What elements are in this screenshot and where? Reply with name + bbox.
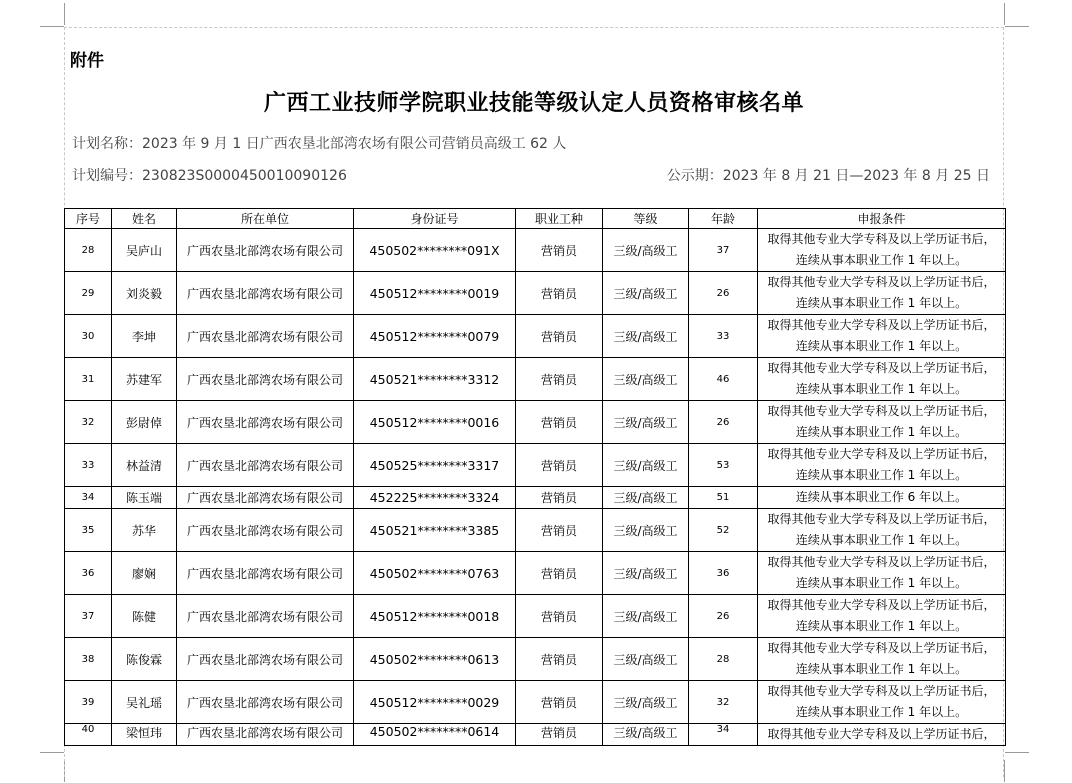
cell-id-number: 452225********3324 bbox=[354, 487, 516, 509]
cell-age: 46 bbox=[689, 358, 758, 401]
cell-unit: 广西农垦北部湾农场有限公司 bbox=[177, 272, 354, 315]
condition-line-1: 取得其他专业大学专科及以上学历证书后， bbox=[767, 727, 996, 741]
cell-unit: 广西农垦北部湾农场有限公司 bbox=[177, 552, 354, 595]
cell-seq: 30 bbox=[65, 315, 112, 358]
condition-line-2: 连续从事本职业工作 1 年以上。 bbox=[795, 576, 968, 590]
plan-number: 计划编号：230823S0000450010090126 bbox=[72, 168, 347, 184]
cell-level: 三级/高级工 bbox=[603, 358, 689, 401]
cell-name: 李坤 bbox=[112, 315, 177, 358]
cell-level: 三级/高级工 bbox=[603, 444, 689, 487]
cell-unit: 广西农垦北部湾农场有限公司 bbox=[177, 229, 354, 272]
document-title: 广西工业技师学院职业技能等级认定人员资格审核名单 bbox=[263, 90, 804, 116]
header-conditions: 申报条件 bbox=[758, 209, 1006, 229]
cell-age: 37 bbox=[689, 229, 758, 272]
cell-occupation: 营销员 bbox=[516, 552, 603, 595]
table-row bbox=[65, 638, 1006, 681]
cell-level: 三级/高级工 bbox=[603, 229, 689, 272]
cell-level: 三级/高级工 bbox=[603, 552, 689, 595]
cell-unit: 广西农垦北部湾农场有限公司 bbox=[177, 724, 354, 746]
cell-age: 53 bbox=[689, 444, 758, 487]
cell-age: 28 bbox=[689, 638, 758, 681]
cell-conditions bbox=[758, 401, 1006, 444]
cell-conditions bbox=[758, 595, 1006, 638]
crop-mark-top-right-v bbox=[1004, 3, 1005, 25]
cell-seq: 40 bbox=[65, 724, 112, 746]
condition-line-1: 取得其他专业大学专科及以上学历证书后， bbox=[767, 447, 996, 461]
plan-name: 计划名称：2023 年 9 月 1 日广西农垦北部湾农场有限公司营销员高级工 62 人 bbox=[72, 136, 567, 152]
table-row bbox=[65, 358, 1006, 401]
crop-mark-bottom-left-h bbox=[40, 752, 64, 753]
cell-id-number: 450512********0016 bbox=[354, 401, 516, 444]
table-row bbox=[65, 681, 1006, 724]
cell-conditions bbox=[758, 229, 1006, 272]
cell-seq: 36 bbox=[65, 552, 112, 595]
cell-name: 廖娴 bbox=[112, 552, 177, 595]
table-row bbox=[65, 552, 1006, 595]
cell-name: 陈俊霖 bbox=[112, 638, 177, 681]
cell-unit: 广西农垦北部湾农场有限公司 bbox=[177, 358, 354, 401]
cell-occupation: 营销员 bbox=[516, 229, 603, 272]
cell-unit: 广西农垦北部湾农场有限公司 bbox=[177, 401, 354, 444]
cell-age: 34 bbox=[689, 724, 758, 746]
notice-period: 公示期：2023 年 8 月 21 日—2023 年 8 月 25 日 bbox=[666, 168, 990, 184]
condition-line-1: 取得其他专业大学专科及以上学历证书后， bbox=[767, 684, 996, 698]
table-row bbox=[65, 595, 1006, 638]
crop-mark-bottom-right-v bbox=[1004, 760, 1005, 782]
cell-name: 刘炎毅 bbox=[112, 272, 177, 315]
condition-line-1: 取得其他专业大学专科及以上学历证书后， bbox=[767, 641, 996, 655]
condition-line-1: 取得其他专业大学专科及以上学历证书后， bbox=[767, 318, 996, 332]
cell-age: 36 bbox=[689, 552, 758, 595]
cell-id-number: 450502********0613 bbox=[354, 638, 516, 681]
cell-conditions bbox=[758, 358, 1006, 401]
cell-level: 三级/高级工 bbox=[603, 272, 689, 315]
cell-age: 51 bbox=[689, 487, 758, 509]
cell-unit: 广西农垦北部湾农场有限公司 bbox=[177, 509, 354, 552]
cell-id-number: 450512********0079 bbox=[354, 315, 516, 358]
table-row bbox=[65, 487, 1006, 509]
condition-line-2: 连续从事本职业工作 1 年以上。 bbox=[795, 619, 968, 633]
cell-unit: 广西农垦北部湾农场有限公司 bbox=[177, 444, 354, 487]
cell-conditions bbox=[758, 724, 1006, 746]
cell-age: 26 bbox=[689, 272, 758, 315]
cell-occupation: 营销员 bbox=[516, 487, 603, 509]
qualification-table bbox=[64, 208, 1006, 746]
cell-level: 三级/高级工 bbox=[603, 509, 689, 552]
cell-seq: 32 bbox=[65, 401, 112, 444]
cell-seq: 28 bbox=[65, 229, 112, 272]
header-age: 年龄 bbox=[689, 209, 758, 229]
cell-occupation: 营销员 bbox=[516, 509, 603, 552]
table-row bbox=[65, 724, 1006, 746]
table-row bbox=[65, 229, 1006, 272]
header-seq: 序号 bbox=[65, 209, 112, 229]
cell-conditions bbox=[758, 487, 1006, 509]
table-header-row bbox=[65, 209, 1006, 229]
condition-line-1: 取得其他专业大学专科及以上学历证书后， bbox=[767, 275, 996, 289]
header-occupation: 职业工种 bbox=[516, 209, 603, 229]
cell-occupation: 营销员 bbox=[516, 724, 603, 746]
cell-occupation: 营销员 bbox=[516, 272, 603, 315]
condition-line-2: 连续从事本职业工作 1 年以上。 bbox=[795, 533, 968, 547]
cell-level: 三级/高级工 bbox=[603, 638, 689, 681]
cell-seq: 33 bbox=[65, 444, 112, 487]
table-row bbox=[65, 509, 1006, 552]
cell-name: 苏建军 bbox=[112, 358, 177, 401]
cell-occupation: 营销员 bbox=[516, 681, 603, 724]
cell-level: 三级/高级工 bbox=[603, 487, 689, 509]
condition-line-1: 连续从事本职业工作 6 年以上。 bbox=[795, 490, 968, 504]
cell-id-number: 450521********3385 bbox=[354, 509, 516, 552]
cell-conditions bbox=[758, 315, 1006, 358]
cell-id-number: 450502********0614 bbox=[354, 724, 516, 746]
cell-seq: 35 bbox=[65, 509, 112, 552]
crop-mark-top-right-h bbox=[1005, 26, 1029, 27]
cell-age: 33 bbox=[689, 315, 758, 358]
condition-line-2: 连续从事本职业工作 1 年以上。 bbox=[795, 296, 968, 310]
condition-line-1: 取得其他专业大学专科及以上学历证书后， bbox=[767, 598, 996, 612]
table-row bbox=[65, 272, 1006, 315]
cell-name: 吴礼瑶 bbox=[112, 681, 177, 724]
condition-line-1: 取得其他专业大学专科及以上学历证书后， bbox=[767, 232, 996, 246]
cell-level: 三级/高级工 bbox=[603, 724, 689, 746]
header-name: 姓名 bbox=[112, 209, 177, 229]
cell-name: 陈健 bbox=[112, 595, 177, 638]
header-unit: 所在单位 bbox=[177, 209, 354, 229]
attachment-label: 附件 bbox=[70, 51, 104, 71]
condition-line-1: 取得其他专业大学专科及以上学历证书后， bbox=[767, 361, 996, 375]
cell-id-number: 450502********0763 bbox=[354, 552, 516, 595]
condition-line-1: 取得其他专业大学专科及以上学历证书后， bbox=[767, 555, 996, 569]
condition-line-2: 连续从事本职业工作 1 年以上。 bbox=[795, 468, 968, 482]
cell-level: 三级/高级工 bbox=[603, 595, 689, 638]
cell-id-number: 450521********3312 bbox=[354, 358, 516, 401]
cell-occupation: 营销员 bbox=[516, 638, 603, 681]
table-row bbox=[65, 401, 1006, 444]
cell-occupation: 营销员 bbox=[516, 444, 603, 487]
condition-line-2: 连续从事本职业工作 1 年以上。 bbox=[795, 382, 968, 396]
cell-name: 梁恒玮 bbox=[112, 724, 177, 746]
condition-line-2: 连续从事本职业工作 1 年以上。 bbox=[795, 339, 968, 353]
cell-unit: 广西农垦北部湾农场有限公司 bbox=[177, 681, 354, 724]
cell-occupation: 营销员 bbox=[516, 358, 603, 401]
cell-occupation: 营销员 bbox=[516, 401, 603, 444]
cell-age: 26 bbox=[689, 595, 758, 638]
cell-conditions bbox=[758, 681, 1006, 724]
crop-mark-top-left-h bbox=[40, 26, 64, 27]
cell-unit: 广西农垦北部湾农场有限公司 bbox=[177, 487, 354, 509]
cell-unit: 广西农垦北部湾农场有限公司 bbox=[177, 315, 354, 358]
header-id-number: 身份证号 bbox=[354, 209, 516, 229]
cell-seq: 37 bbox=[65, 595, 112, 638]
cell-name: 吴庐山 bbox=[112, 229, 177, 272]
cell-seq: 34 bbox=[65, 487, 112, 509]
cell-level: 三级/高级工 bbox=[603, 315, 689, 358]
cell-seq: 39 bbox=[65, 681, 112, 724]
cell-unit: 广西农垦北部湾农场有限公司 bbox=[177, 638, 354, 681]
cell-age: 52 bbox=[689, 509, 758, 552]
cell-name: 陈玉端 bbox=[112, 487, 177, 509]
cell-level: 三级/高级工 bbox=[603, 681, 689, 724]
cell-age: 26 bbox=[689, 401, 758, 444]
cell-occupation: 营销员 bbox=[516, 595, 603, 638]
cell-level: 三级/高级工 bbox=[603, 401, 689, 444]
cell-id-number: 450512********0029 bbox=[354, 681, 516, 724]
header-level: 等级 bbox=[603, 209, 689, 229]
table-row bbox=[65, 444, 1006, 487]
cell-seq: 29 bbox=[65, 272, 112, 315]
condition-line-1: 取得其他专业大学专科及以上学历证书后， bbox=[767, 404, 996, 418]
cell-id-number: 450525********3317 bbox=[354, 444, 516, 487]
cell-seq: 38 bbox=[65, 638, 112, 681]
cell-occupation: 营销员 bbox=[516, 315, 603, 358]
cell-unit: 广西农垦北部湾农场有限公司 bbox=[177, 595, 354, 638]
cell-id-number: 450512********0018 bbox=[354, 595, 516, 638]
condition-line-2: 连续从事本职业工作 1 年以上。 bbox=[795, 253, 968, 267]
table-row bbox=[65, 315, 1006, 358]
crop-mark-bottom-right-h bbox=[1005, 752, 1029, 753]
cell-name: 苏华 bbox=[112, 509, 177, 552]
cell-id-number: 450502********091X bbox=[354, 229, 516, 272]
cell-name: 彭尉倬 bbox=[112, 401, 177, 444]
cell-id-number: 450512********0019 bbox=[354, 272, 516, 315]
condition-line-1: 取得其他专业大学专科及以上学历证书后， bbox=[767, 512, 996, 526]
condition-line-2: 连续从事本职业工作 1 年以上。 bbox=[795, 425, 968, 439]
cell-conditions bbox=[758, 638, 1006, 681]
cell-age: 32 bbox=[689, 681, 758, 724]
cell-conditions bbox=[758, 272, 1006, 315]
cell-conditions bbox=[758, 509, 1006, 552]
condition-line-2: 连续从事本职业工作 1 年以上。 bbox=[795, 662, 968, 676]
cell-conditions bbox=[758, 444, 1006, 487]
cell-seq: 31 bbox=[65, 358, 112, 401]
crop-mark-top-left-v bbox=[64, 3, 65, 25]
condition-line-2: 连续从事本职业工作 1 年以上。 bbox=[795, 705, 968, 719]
cell-name: 林益清 bbox=[112, 444, 177, 487]
cell-conditions bbox=[758, 552, 1006, 595]
